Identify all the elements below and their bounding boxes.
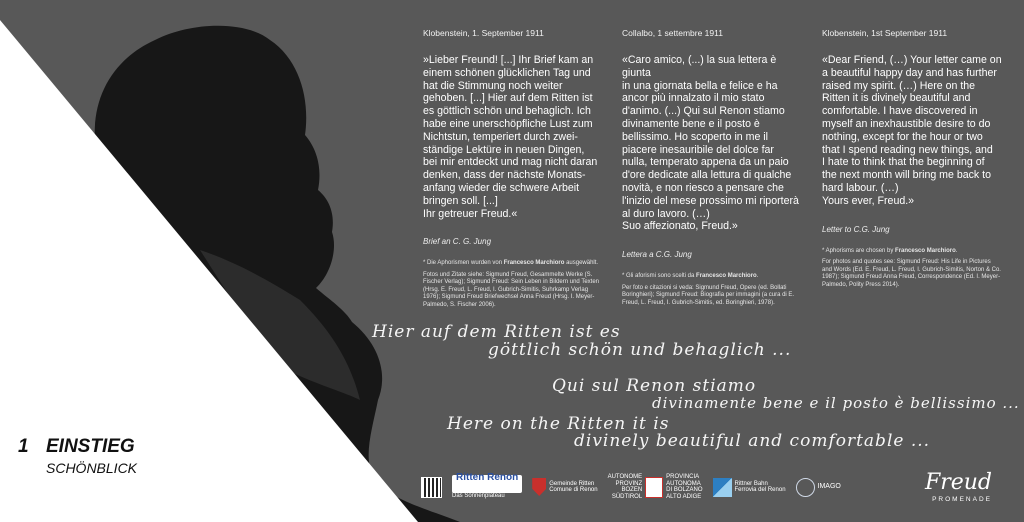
station-subtitle: SCHÖNBLICK <box>46 460 138 476</box>
handwritten-quote-german-line1: Hier auf dem Ritten ist es <box>372 322 621 342</box>
aphorism-note: * Die Aphorismen wurden von Francesco Marchioro ausgewählt. <box>423 260 599 267</box>
letter-text: «Dear Friend, (…) Your letter came on a beautiful happy day and has further raised my spirit. (…) Here on the Ritten it is divinely beautiful and comfortable. I have discovered in myself an inexhaustible desire to do nothing, except for the hour or two that I spend reading new things, and I hate to think that the beginning of the next month will bring me back to hard labour. (…) Yours ever, Freud.» <box>822 54 1002 207</box>
imago-circle-icon <box>796 478 815 497</box>
sources-note: Fotos und Zitate siehe: Sigmund Freud, Gesammelte Werke (S. Fischer Verlag); Sigmund Freud: Sein Leben in Bildern und Texten (Hrsg. E. Freud, L. Freud, I. Gubrich-Simitis, Suhrkamp Verlag 1976); Sigmund Freud Briefwechsel Anna Freud (Hrsg. I. Meyer-Palmedo, S. Fischer 2006). <box>423 271 599 308</box>
letter-caption: Letter to C.G. Jung <box>822 224 890 234</box>
sponsor-logo-strip <box>421 474 841 500</box>
railway-icon <box>713 478 732 497</box>
letter-text: »Lieber Freund! [...] Ihr Brief kam an einem schönen glücklichen Tag und hat die Stimmung noch weiter gehoben. [...] Hier auf dem Ritten ist es göttlich schön und behaglich. Ich habe eine unerschöpfliche Lust zum Nichtstun, temperiert durch zwei- ständige Lektüre in neuen Dingen, bei mir entdeckt und mag nicht daran denken, dass der nächste Monats- anfang wieder die schwere Arbeit bringen soll. [...] Ihr getreuer Freud.« <box>423 54 598 220</box>
sources-note: Per foto e citazioni si veda: Sigmund Freud, Opere (ed. Bollati Boringhieri); Sigmund Freud: Biografia per immagini (a cura di E. Freud, L. Freud, I. Gubrich-Simitis, ed. Boringhieri, 1978). <box>622 284 795 306</box>
coat-of-arms-icon <box>532 478 546 496</box>
qr-code-icon[interactable] <box>421 477 442 498</box>
letter-date-place: Collalbo, 1 settembre 1911 <box>622 28 723 38</box>
letter-caption: Brief an C. G. Jung <box>423 237 492 247</box>
aphorism-note: * Gli aforismi sono scelti da Francesco Marchioro. <box>622 273 759 280</box>
freud-promenade-logo <box>925 470 992 503</box>
letter-column-italian <box>622 28 802 307</box>
station-label <box>18 436 137 476</box>
railway-logo: Rittner Bahn Ferrovia del Renon <box>713 475 786 499</box>
aphorism-note: * Aphorisms are chosen by Francesco Marchioro. <box>822 247 958 254</box>
station-name: EINSTIEG <box>46 436 135 457</box>
sources-note: For photos and quotes see: Sigmund Freud: His Life in Pictures and Words (Ed. E. Freud, L. Freud, I. Gubrich-Simitis, Norton & Co. 1987); Sigmund Freud Anna Freud, Correspondence (Ed. I. Meyer-Palmedo, Polity Press 2014). <box>822 259 1001 288</box>
station-number: 1 <box>18 436 29 457</box>
handwritten-quote-italian-line1: Qui sul Renon stiamo <box>552 376 757 396</box>
letter-caption: Lettera a C.G. Jung <box>622 250 692 260</box>
province-logo: AUTONOME PROVINZ BOZEN SÜDTIROL PROVINCIA AUTONOMA DI BOLZANO ALTO ADIGE <box>607 474 703 500</box>
letter-column-german <box>423 28 603 309</box>
brand-tagline: PROMENADE <box>932 496 992 503</box>
letter-date-place: Klobenstein, 1st September 1911 <box>822 28 948 38</box>
handwritten-quote-english-line1: Here on the Ritten it is <box>447 414 670 434</box>
eagle-crest-icon <box>645 477 663 498</box>
handwritten-quote-italian-line2: divinamente bene e il posto è bellissimo ... <box>652 394 1020 412</box>
municipality-logo: Gemeinde Ritten Comune di Renon <box>532 475 597 499</box>
handwritten-quote-english-line2: divinely beautiful and comfortable ... <box>574 431 931 451</box>
brand-signature: Freud <box>924 470 992 495</box>
letter-column-english <box>822 28 1002 289</box>
ritten-renon-logo: Ritten Renon Das Sonnenplateau <box>452 475 522 499</box>
letter-date-place: Klobenstein, 1. September 1911 <box>423 28 544 38</box>
letter-text: «Caro amico, (...) la sua lettera è giunta in una giornata bella e felice e ha ancor più innalzato il mio stato d'animo. (...) Qui sul Renon stiamo divinamente bene e il posto è bellissimo. Ho scoperto in me il piacere inesauribile del dolce far nulla, temperato appena da un paio d'ore dedicate alla lettura di qualche novità, e non riesco a pensare che l'inizio del mese prossimo mi riporterà al duro lavoro. (…) Suo affezionato, Freud.» <box>622 54 799 233</box>
handwritten-quote-german-line2: göttlich schön und behaglich ... <box>488 340 792 360</box>
imago-logo: IMAGO <box>796 475 841 499</box>
